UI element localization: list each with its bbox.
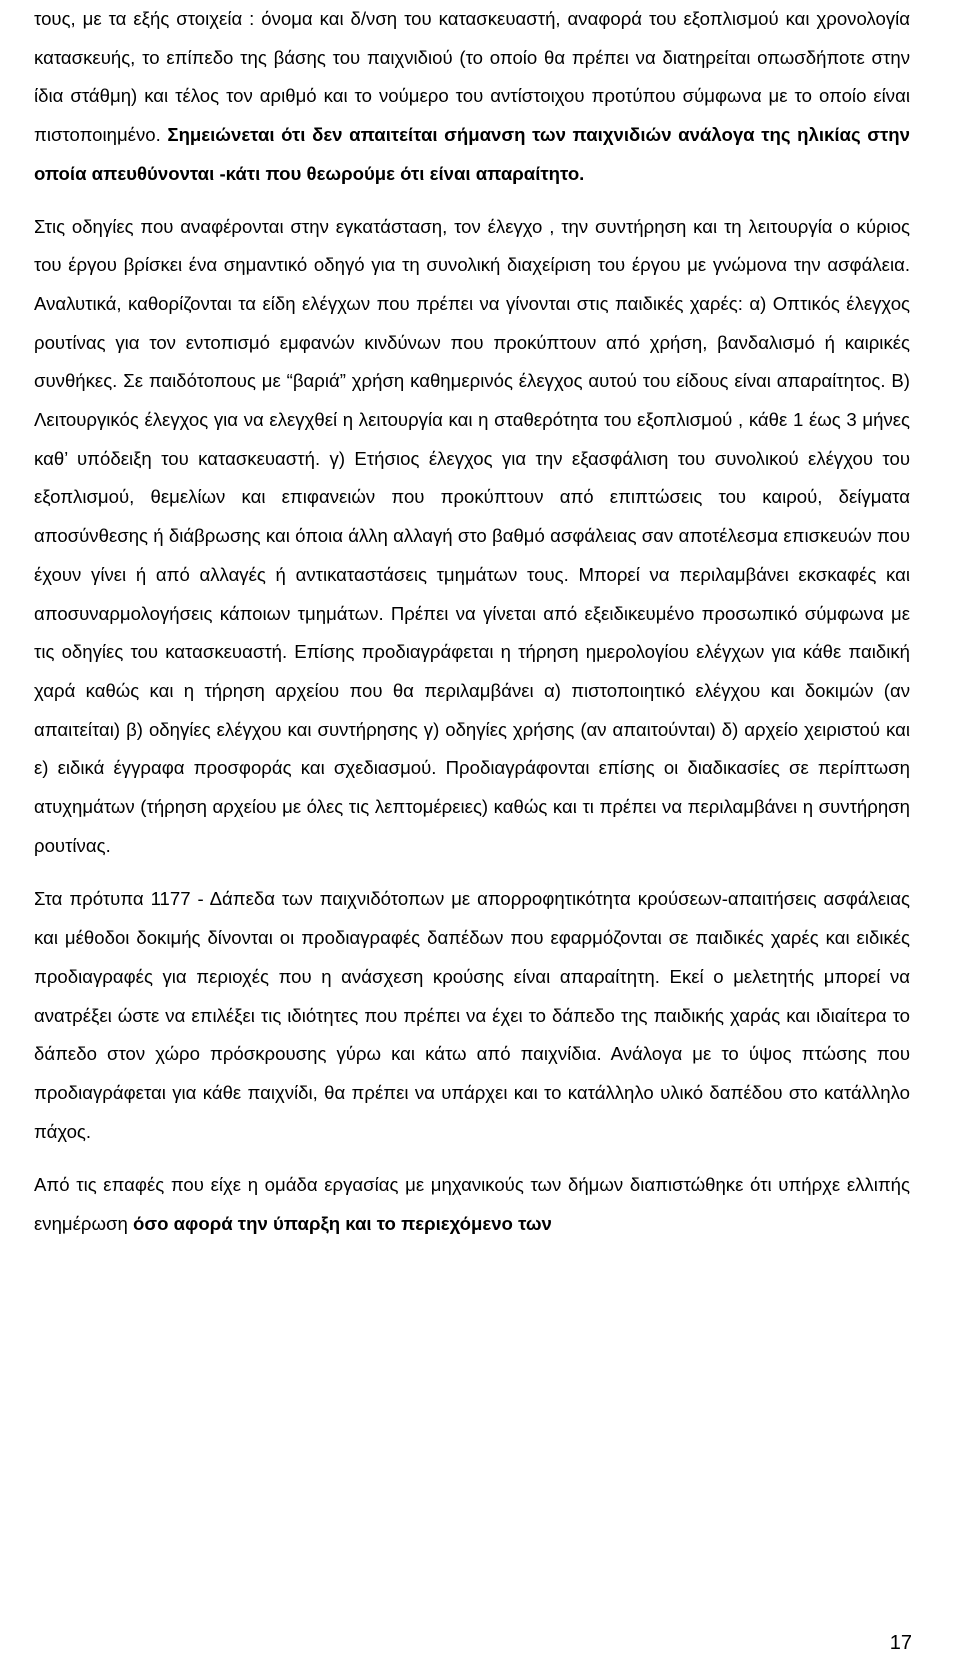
paragraph-2: Στις οδηγίες που αναφέρονται στην εγκατάσταση, τον έλεγχο , την συντήρηση και τη λειτουργία ο κύριος του έργου βρίσκει ένα σημαντικό οδηγό για τη συνολική διαχείριση του έργου με γνώμονα την ασφάλεια. Αναλυτικά, καθορίζονται τα είδη ελέγχων που πρέπει να γίνονται στις παιδικές χαρές: α) Οπτικός έλεγχος ρουτίνας για τον εντοπισμό εμφανών κινδύνων που προκύπτουν από χρήση, βανδαλισμό ή καιρικές συνθήκες. Σε παιδότοπους με “βαριά” χρήση καθημερινός έλεγχος αυτού του είδους είναι απαραίτητος. Β) Λειτουργικός έλεγχος για να ελεγχθεί η λειτουργία και η σταθερότητα του εξοπλισμού , κάθε 1 έως 3 μήνες καθ’ υπόδειξη του κατασκευαστή. γ) Ετήσιος έλεγχος για την εξασφάλιση του συνολικού ελέγχου του εξοπλισμού, θεμελίων και επιφανειών που προκύπτουν από επιπτώσεις του καιρού, δείγματα αποσύνθεσης ή διάβρωσης και όποια άλλη αλλαγή στο βαθμό ασφάλειας σαν αποτέλεσμα επισκευών που έχουν γίνει ή από αλλαγές ή αντικαταστάσεις τμημάτων τους. Μπορεί να περιλαμβάνει εκσκαφές και αποσυναρμολογήσεις κάποιων τμημάτων. Πρέπει να γίνεται από εξειδικευμένο προσωπικό σύμφωνα με τις οδηγίες του κατασκευαστή. Επίσης προδιαγράφεται η τήρηση ημερολογίου ελέγχων για κάθε παιδική χαρά καθώς και η τήρηση αρχείου που θα περιλαμβάνει α) πιστοποιητικό ελέγχου και δοκιμών (αν απαιτείται) β) οδηγίες ελέγχου και συντήρησης γ) οδηγίες χρήσης (αν απαιτούνται) δ) αρχείο χειριστού και ε) ειδικά έγγραφα προσφοράς και σχεδιασμού. Προδιαγράφονται επίσης οι διαδικασίες σε περίπτωση ατυχημάτων (τήρηση αρχείου με όλες τις λεπτομέρειες) καθώς και τι πρέπει να περιλαμβάνει η συντήρηση ρουτίνας. — [34, 215, 910, 856]
paragraph-4 — [34, 1166, 910, 1243]
paragraph-4-bold-text: όσο αφορά την ύπαρξη και το περιεχόμενο των — [133, 1213, 552, 1235]
document-body — [34, 0, 910, 1259]
paragraph-1-text: τους, με τα εξής στοιχεία : όνομα και δ/νση του κατασκευαστή, αναφορά του εξοπλισμού και χρονολογία κατασκευής, το επίπεδο της βάσης του παιχνιδιού (το οποίο θα πρέπει να διατηρείται οπωσδήποτε στην ίδια στάθμη) και τέλος τον αριθμό και το νούμερο του αντίστοιχου προτύπου σύμφωνα με το οποίο είναι πιστοποιημένο. — [34, 8, 910, 146]
paragraph-4-text: Από τις επαφές που είχε η ομάδα εργασίας με μηχανικούς των δήμων διαπιστώθηκε ότι υπήρχε ελλιπής ενημέρωση — [34, 1174, 910, 1235]
paragraph-1-bold-note: Σημειώνεται ότι δεν απαιτείται σήμανση των παιχνιδιών ανάλογα της ηλικίας στην οποία απευθύνονται -κάτι που θεωρούμε ότι είναι απαραίτητο. — [34, 124, 910, 184]
paragraph-3: Στα πρότυπα 1177 - Δάπεδα των παιχνιδότοπων με απορροφητικότητα κρούσεων-απαιτήσεις ασφάλειας και μέθοδοι δοκιμής δίνονται οι προδιαγραφές δαπέδων που εφαρμόζονται σε παιδικές χαρές και ειδικές προδιαγραφές για περιοχές που η ανάσχεση κρούσης είναι απαραίτητη. Εκεί ο μελετητής μπορεί να ανατρέξει ώστε να επιλέξει τις ιδιότητες που πρέπει να έχει το δάπεδο της παιδικής χαράς και ιδιαίτερα το δάπεδο στον χώρο πρόσκρουσης γύρω και κάτω από παιχνίδια. Ανάλογα με το ύψος πτώσης που προδιαγράφεται για κάθε παιχνίδι, θα πρέπει να υπάρχει και το κατάλληλο υλικό δαπέδου στο κατάλληλο πάχος. — [34, 888, 910, 1142]
page-number: 17 — [889, 1632, 912, 1654]
paragraph-1 — [34, 0, 910, 194]
